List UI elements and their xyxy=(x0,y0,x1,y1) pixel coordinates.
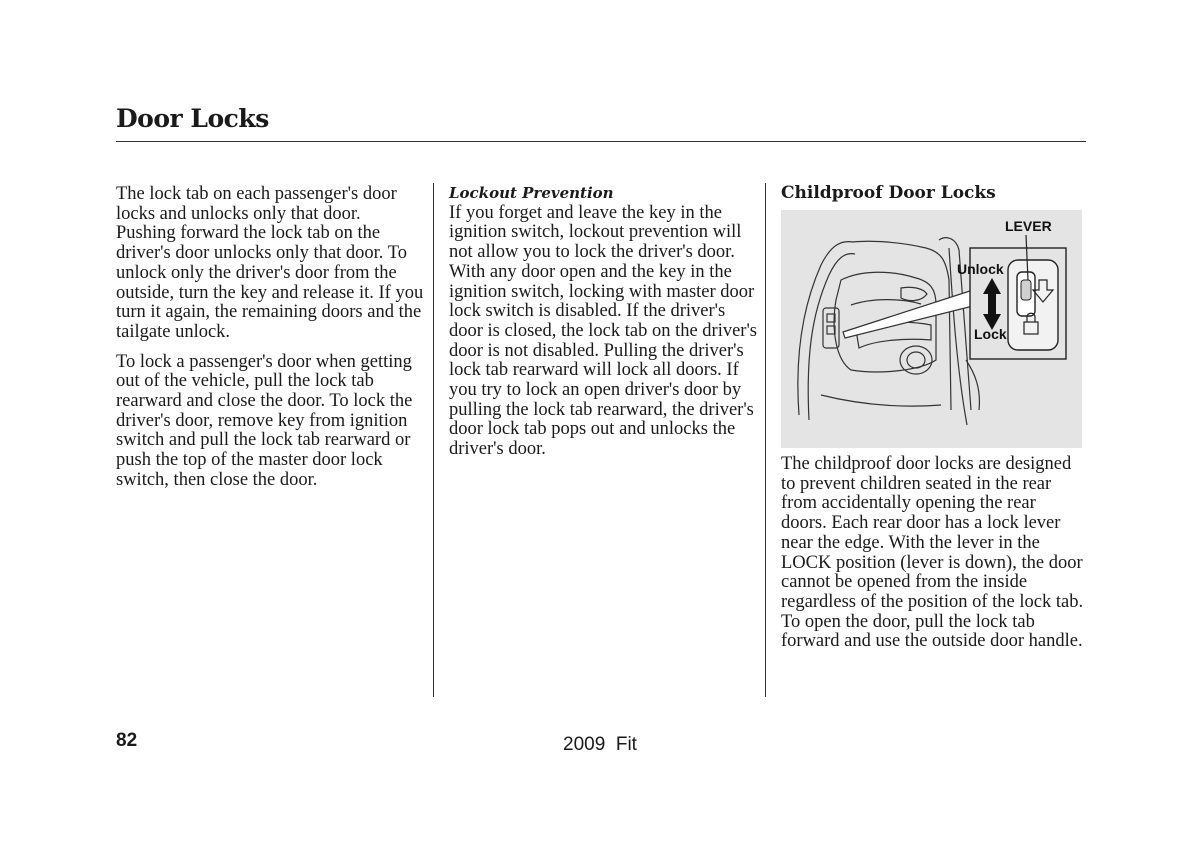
paragraph-childproof: The childproof door locks are designed to prevent children seated in the rear from accidentally opening the rear doors. Each rear door has a lock lever near the edge. With the lever in the LOCK position (lever is down), the door cannot be opened from the inside regardless of the position of the lock tab. To open the door, pull the lock tab forward and use the outside door handle. xyxy=(781,454,1084,652)
column-divider-2 xyxy=(765,183,766,697)
page-number: 82 xyxy=(116,730,138,751)
title-rule xyxy=(116,141,1086,142)
column-3 xyxy=(781,184,1085,210)
column-2 xyxy=(449,184,757,470)
childproof-lock-illustration xyxy=(781,210,1082,448)
lock-label: Lock xyxy=(974,326,1007,342)
unlock-label: Unlock xyxy=(957,261,1004,277)
paragraph-lock-tab: The lock tab on each passenger's door locks and unlocks only that door. Pushing forward the lock tab on the driver's door unlocks only that door. To unlock only the driver's door from the outside, turn the key and release it. If you turn it again, the remaining doors and the tailgate unlock. xyxy=(116,184,424,342)
door-illustration xyxy=(781,210,1082,448)
paragraph-lockout: If you forget and leave the key in the ignition switch, lockout prevention will not allow you to lock the driver's door. With any door open and the key in the ignition switch, locking with master door lock switch is disabled. If the driver's door is closed, the lock tab on the driver's door is not disabled. Pulling the driver's lock tab rearward will lock all doors. If you try to lock an open driver's door by pulling the lock tab rearward, the driver's door lock tab pops out and unlocks the driver's door. xyxy=(449,202,757,460)
footer-model: 2009 Fit xyxy=(563,734,637,755)
paragraph-lock-passenger: To lock a passenger's door when getting out of the vehicle, pull the lock tab rearward and close the door. To lock the driver's door, remove key from ignition switch and pull the lock tab rearward or push the top of the master door lock switch, then close the door. xyxy=(116,351,413,490)
lever-label: LEVER xyxy=(1005,218,1052,234)
column-divider-1 xyxy=(433,183,434,697)
page-title: Door Locks xyxy=(116,104,269,133)
lockout-heading: Lockout Prevention xyxy=(449,184,614,202)
childproof-heading: Childproof Door Locks xyxy=(781,183,996,203)
column-1 xyxy=(116,185,424,501)
column-3-body xyxy=(781,455,1085,662)
